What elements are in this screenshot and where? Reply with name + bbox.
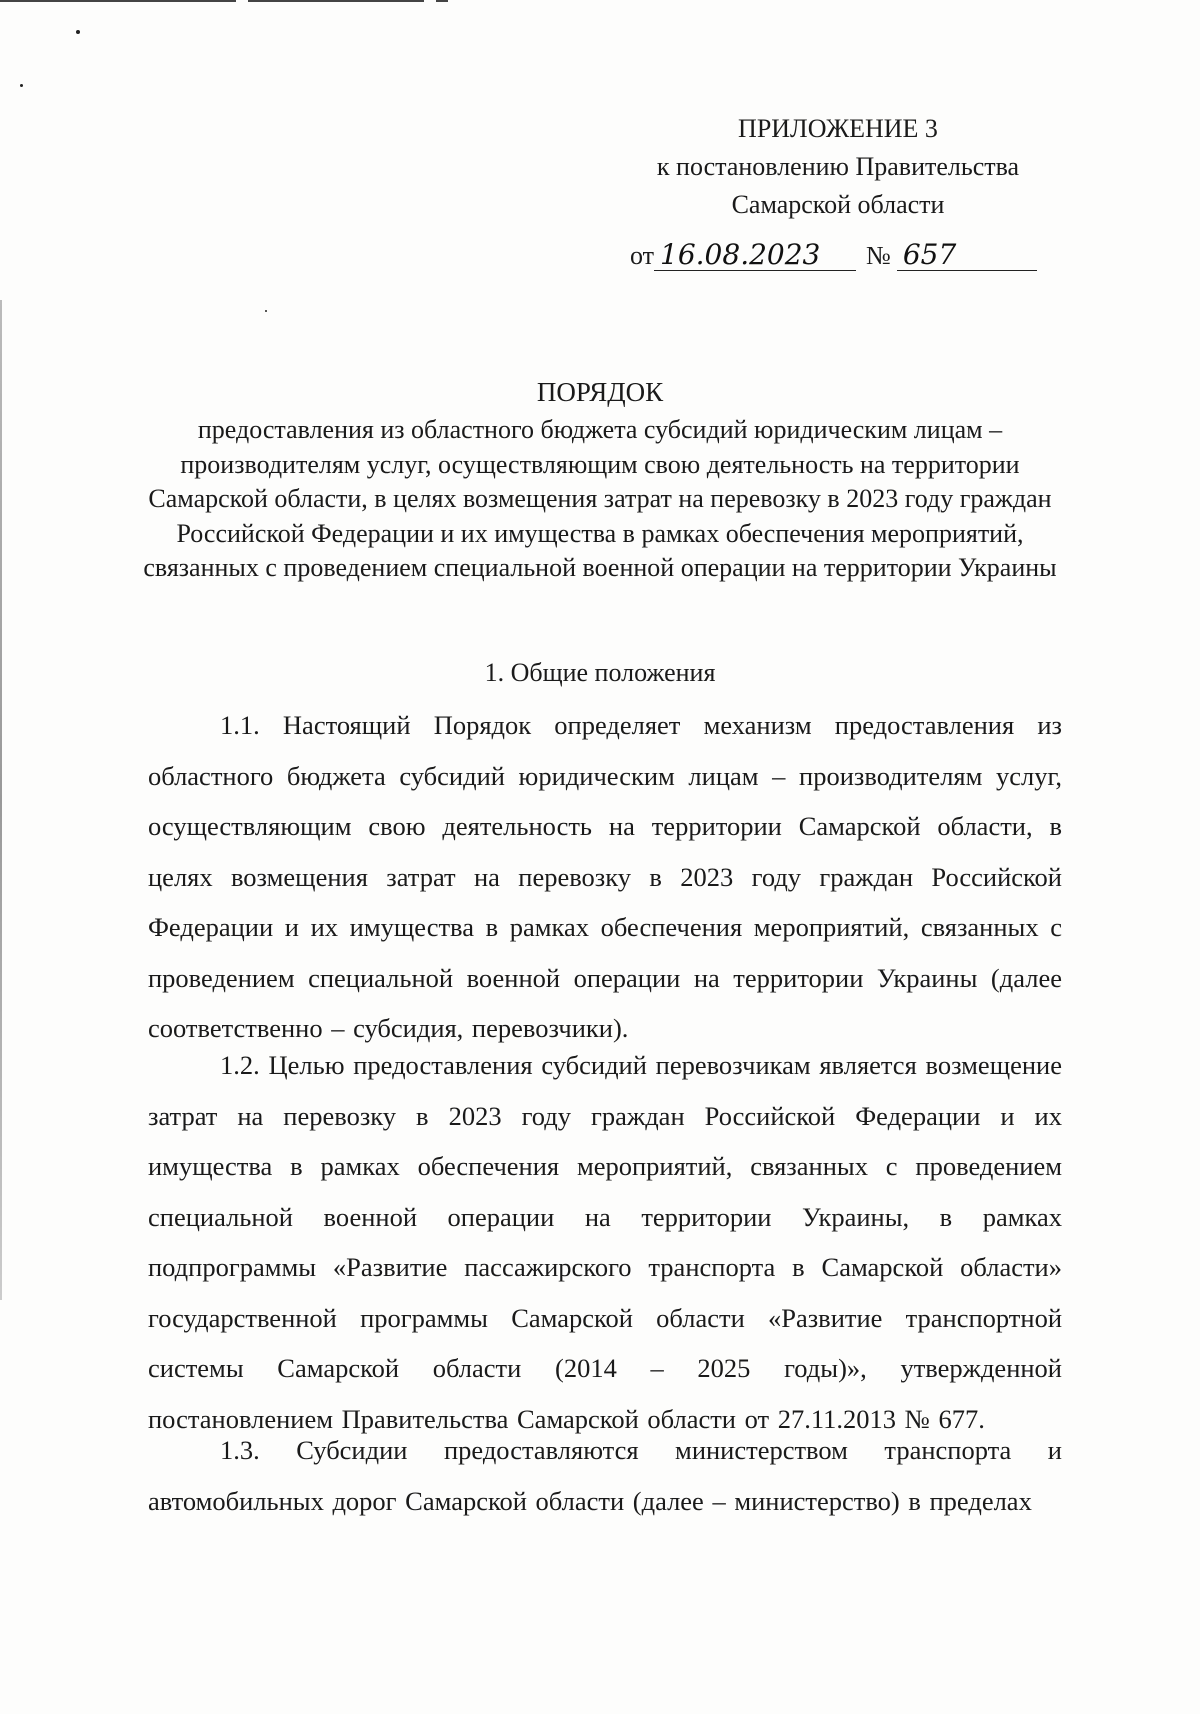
section-heading: 1. Общие положения <box>484 658 716 687</box>
appendix-line-1: к постановлению Правительства <box>656 152 1020 181</box>
appendix-header <box>628 110 1048 224</box>
document-title: ПОРЯДОК <box>536 377 664 407</box>
paragraph-1-3: 1.3. Субсидии предоставляются министерством транспорта и автомобильных дорог Самарской области (далее – министерство) в пределах <box>148 1435 1062 1516</box>
scan-edge-line <box>436 0 448 2</box>
number-prefix: № <box>866 241 891 270</box>
paragraph-1-1: 1.1. Настоящий Порядок определяет механизм предоставления из областного бюджета субсидий юридическим лицам – производителям услуг, осуществляющим свою деятельность на территории Самарской области, в целях возмещения затрат на перевозку в 2023 году граждан Российской Федерации и их имущества в рамках обеспечения мероприятий, связанных с проведением специальной военной операции на территории Украины (далее соответственно – субсидия, перевозчики). <box>148 710 1062 1043</box>
scan-speck <box>20 84 23 87</box>
scan-edge-line <box>248 0 424 2</box>
scan-speck <box>265 310 267 312</box>
scan-edge-line <box>0 0 236 2</box>
appendix-label: ПРИЛОЖЕНИЕ 3 <box>738 114 938 143</box>
date-prefix: от <box>630 241 655 270</box>
date-number-line <box>630 238 1050 274</box>
scan-speck <box>76 30 80 34</box>
appendix-line-2: Самарской области <box>731 190 945 219</box>
document-subtitle: предоставления из областного бюджета субсидий юридическим лицам – производителям услуг, осуществляющим свою деятельность на территории Самарской области, в целях возмещения затрат на перевозку в 2023 году граждан Российской Федерации и их имущества в рамках обеспечения мероприятий, связанных с проведением специальной военной операции на территории Украины <box>143 415 1057 582</box>
scan-left-edge <box>0 300 2 1300</box>
handwritten-date: 16.08.2023 <box>654 240 856 271</box>
paragraph-1-2: 1.2. Целью предоставления субсидий перевозчикам является возмещение затрат на перевозку в 2023 году граждан Российской Федерации и их имущества в рамках обеспечения мероприятий, связанных с проведением специальной военной операции на территории Украины, в рамках подпрограммы «Развитие пассажирского транспорта в Самарской области» государственной программы Самарской области «Развитие транспортной системы Самарской области (2014 – 2025 годы)», утвержденной постановлением Правительства Самарской области от 27.11.2013 № 677. <box>148 1050 1062 1434</box>
handwritten-number: 657 <box>897 240 1037 271</box>
